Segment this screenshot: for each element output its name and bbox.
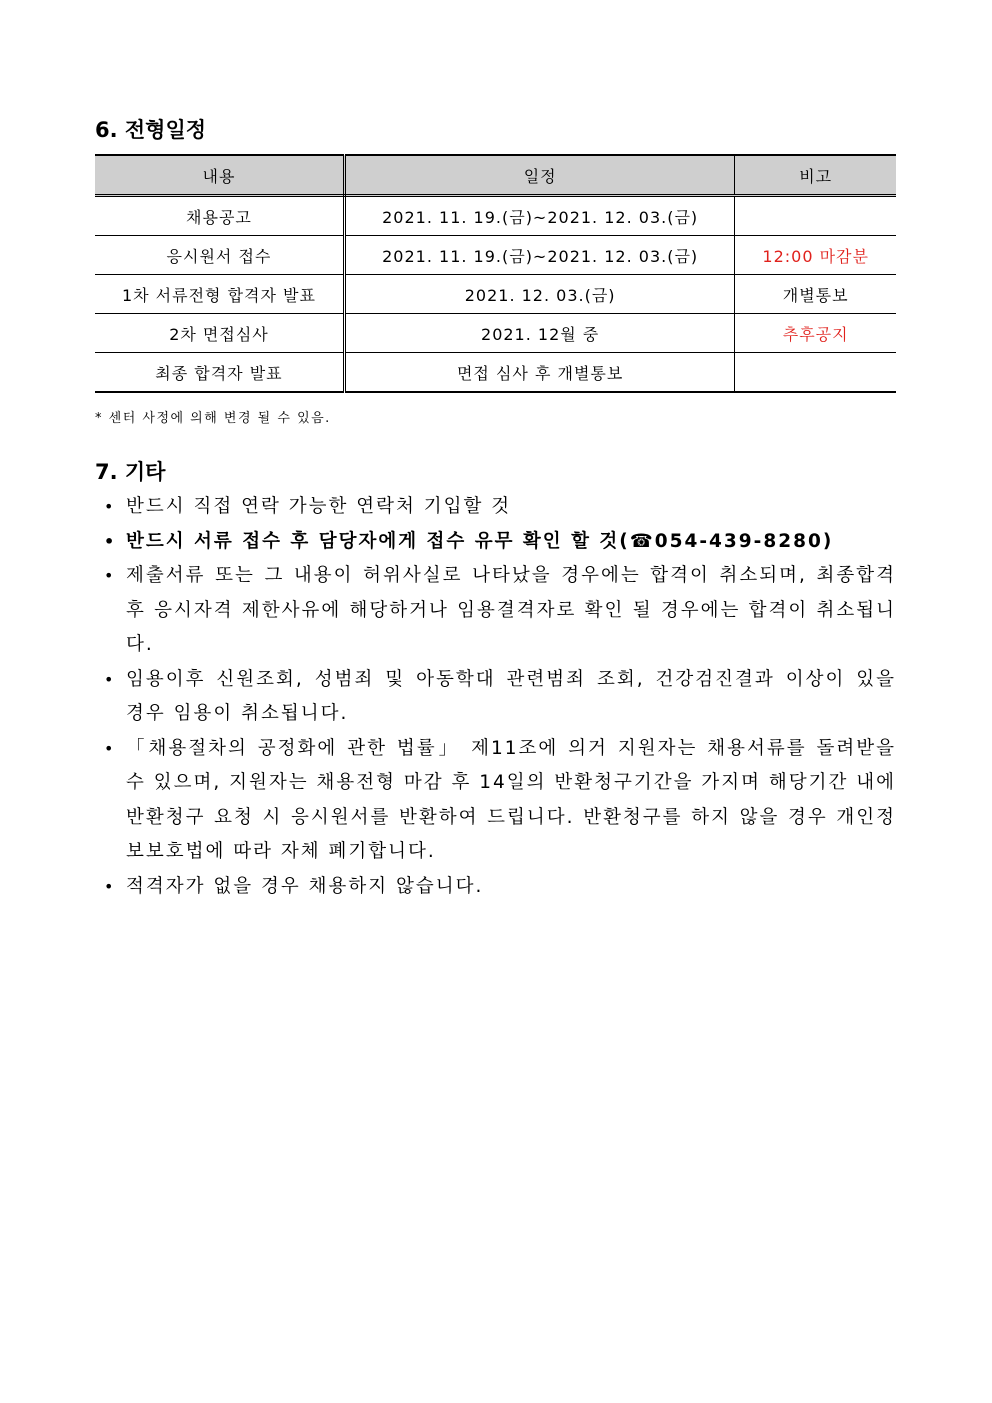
row-remark [735, 353, 896, 393]
bullet-icon: • [104, 669, 116, 689]
schedule-table [95, 154, 896, 393]
row-remark [735, 196, 896, 236]
row-content: 채용공고 [95, 196, 344, 236]
section-7-title: 7. 기타 [95, 460, 166, 484]
bullet-icon: • [104, 876, 116, 896]
table-header-row [95, 155, 896, 196]
header-schedule: 일정 [344, 155, 734, 196]
phone-icon: ☎ [629, 530, 655, 552]
row-schedule: 2021. 11. 19.(금)~2021. 12. 03.(금) [344, 236, 734, 275]
row-content: 2차 면접심사 [95, 314, 344, 353]
row-content: 1차 서류전형 합격자 발표 [95, 275, 344, 314]
section-6-title: 6. 전형일정 [95, 118, 207, 142]
notice-list [100, 490, 896, 904]
schedule-note: * 센터 사정에 의해 변경 될 수 있음. [95, 411, 331, 426]
header-remark: 비고 [735, 155, 896, 196]
table-row [95, 236, 896, 275]
row-schedule: 2021. 12. 03.(금) [344, 275, 734, 314]
row-schedule: 2021. 11. 19.(금)~2021. 12. 03.(금) [344, 196, 734, 236]
list-item [100, 870, 896, 905]
table-row [95, 314, 896, 353]
table-row [95, 196, 896, 236]
list-item-text: 반드시 서류 접수 후 담당자에게 접수 유무 확인 할 것( [126, 530, 630, 552]
list-item-text: 반드시 직접 연락 가능한 연락처 기입할 것 [126, 496, 512, 517]
table-row [95, 353, 896, 393]
list-item-text: 적격자가 없을 경우 채용하지 않습니다. [126, 875, 484, 897]
row-content: 최종 합격자 발표 [95, 353, 344, 393]
row-remark: 12:00 마감분 [735, 236, 896, 275]
bullet-icon: • [104, 497, 116, 516]
row-remark: 추후공지 [735, 314, 896, 353]
list-item [100, 525, 896, 560]
list-item [100, 732, 896, 870]
list-item [100, 490, 896, 525]
list-item [100, 663, 896, 732]
table-row [95, 275, 896, 314]
row-content: 응시원서 접수 [95, 236, 344, 275]
bullet-icon: • [104, 531, 117, 551]
row-remark: 개별통보 [735, 275, 896, 314]
phone-number: 054-439-8280) [654, 530, 834, 552]
list-item-text: 제출서류 또는 그 내용이 허위사실로 나타났을 경우에는 합격이 취소되며, 최종합격 후 응시자격 제한사유에 해당하거나 임용결격자로 확인 될 경우에는 합격이 취소됩니다. [126, 565, 896, 655]
list-item [100, 559, 896, 663]
list-item-text: 임용이후 신원조회, 성범죄 및 아동학대 관련범죄 조회, 건강검진결과 이상이 있을 경우 임용이 취소됩니다. [126, 668, 896, 724]
bullet-icon: • [104, 738, 116, 758]
list-item-text: 「채용절차의 공정화에 관한 법률」 제11조에 의거 지원자는 채용서류를 돌려받을 수 있으며, 지원자는 채용전형 마감 후 14일의 반환청구기간을 가지며 해당기간 내에 반환청구 요청 시 응시원서를 반환하여 드립니다. 반환청구를 하지 않을 경우 개인정보보호법에 따라 자체 폐기합니다. [126, 737, 896, 862]
row-schedule: 2021. 12월 중 [344, 314, 734, 353]
bullet-icon: • [104, 566, 116, 585]
row-schedule: 면접 심사 후 개별통보 [344, 353, 734, 393]
header-content: 내용 [95, 155, 344, 196]
